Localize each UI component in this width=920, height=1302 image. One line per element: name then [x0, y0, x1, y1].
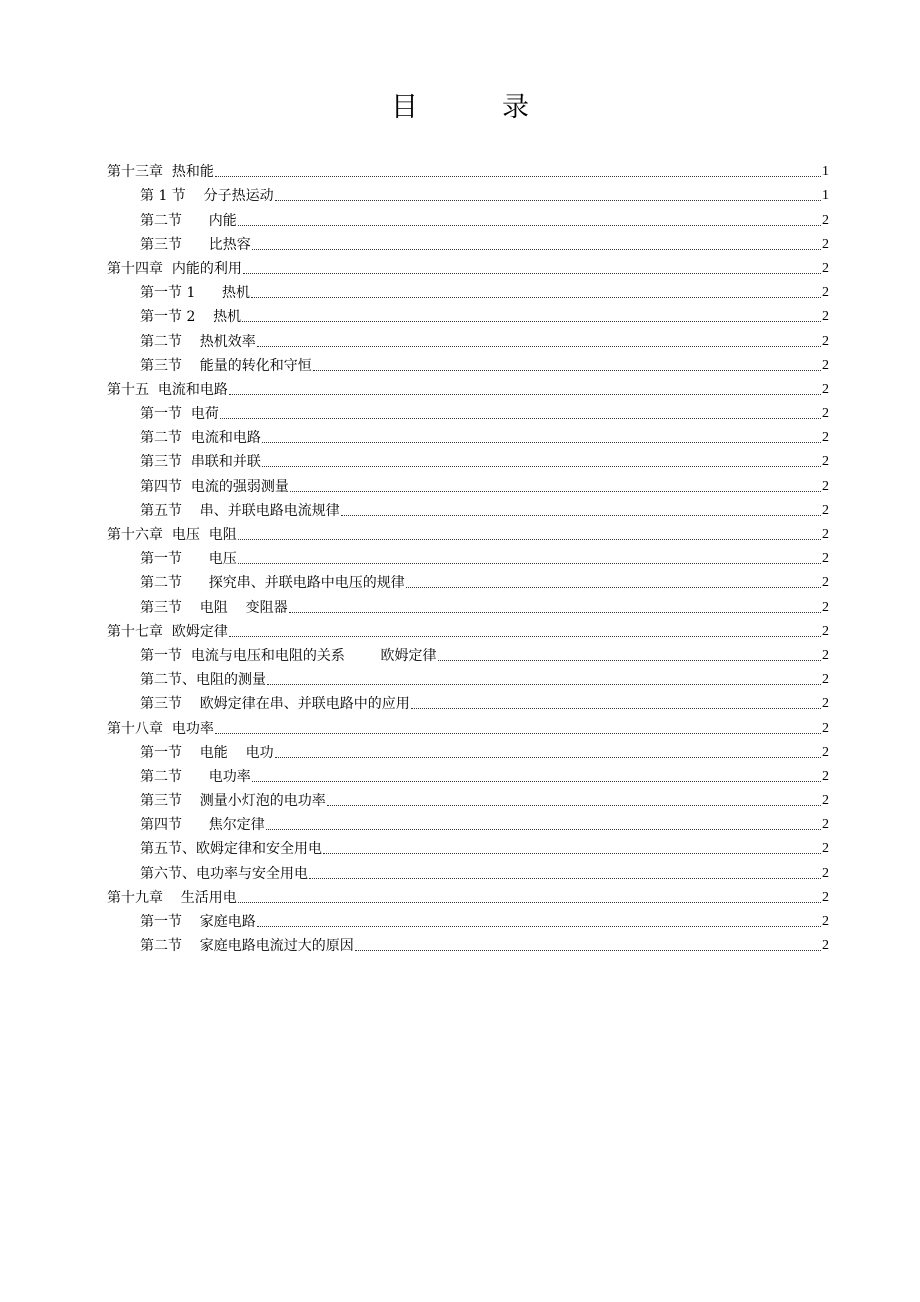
toc-entry-page-number: 1 — [822, 164, 829, 180]
toc-entry-label: 第五节 串、并联电路电流规律 — [140, 502, 340, 519]
toc-entry-page-number: 2 — [822, 260, 829, 276]
toc-entry-label: 第 1 节 分子热运动 — [140, 188, 274, 205]
toc-entry-label: 第一节 电压 — [140, 551, 237, 568]
toc-chapter-entry[interactable] — [107, 254, 829, 278]
toc-entry-page-number: 2 — [822, 623, 829, 639]
toc-entry-label: 第十四章 内能的利用 — [107, 260, 242, 277]
dot-leader — [327, 805, 821, 806]
toc-entry-page-number: 2 — [822, 381, 829, 397]
toc-section-entry[interactable] — [107, 762, 829, 786]
toc-entry-label: 第一节 电流与电压和电阻的关系 欧姆定律 — [140, 647, 437, 664]
toc-entry-label: 第一节 家庭电路 — [140, 914, 256, 930]
dot-leader — [262, 466, 821, 467]
toc-entry-label: 第五节、欧姆定律和安全用电 — [140, 841, 322, 858]
toc-entry-label: 第一节 2 热机 — [140, 309, 242, 326]
dot-leader — [252, 781, 821, 782]
toc-section-entry[interactable] — [107, 423, 829, 447]
toc-entry-label: 第四节 电流的强弱测量 — [140, 478, 289, 495]
dot-leader — [243, 273, 821, 274]
dot-leader — [220, 418, 821, 419]
toc-entry-label: 第一节 1 热机 — [140, 285, 251, 302]
toc-entry-label: 第十五 电流和电路 — [107, 381, 228, 398]
dot-leader — [313, 370, 821, 371]
toc-entry-page-number: 2 — [822, 357, 829, 373]
dot-leader — [262, 442, 821, 443]
toc-entry-page-number: 2 — [822, 333, 829, 349]
dot-leader — [229, 636, 821, 637]
toc-section-entry[interactable] — [107, 230, 829, 254]
toc-section-entry[interactable] — [107, 351, 829, 375]
toc-entry-page-number: 2 — [822, 575, 829, 591]
dot-leader — [323, 853, 821, 854]
toc-section-entry[interactable] — [107, 738, 829, 762]
toc-section-entry[interactable] — [107, 834, 829, 858]
toc-entry-page-number: 2 — [822, 236, 829, 252]
dot-leader — [215, 176, 821, 177]
toc-section-entry[interactable] — [107, 907, 829, 931]
toc-section-entry[interactable] — [107, 302, 829, 326]
toc-entry-page-number: 2 — [822, 865, 829, 881]
toc-entry-label: 第二节 家庭电路电流过大的原因 — [140, 938, 354, 955]
toc-entry-page-number: 2 — [822, 309, 829, 325]
toc-section-entry[interactable] — [107, 931, 829, 955]
toc-entry-page-number: 2 — [822, 768, 829, 784]
toc-entry-label: 第二节 电流和电路 — [140, 430, 261, 447]
dot-leader — [229, 394, 821, 395]
toc-entry-page-number: 2 — [822, 502, 829, 518]
dot-leader — [257, 346, 821, 347]
toc-entry-page-number: 2 — [822, 817, 829, 833]
toc-entry-page-number: 2 — [822, 938, 829, 954]
toc-chapter-entry[interactable] — [107, 157, 829, 181]
toc-entry-page-number: 1 — [822, 188, 829, 204]
toc-section-entry[interactable] — [107, 568, 829, 592]
dot-leader — [215, 733, 821, 734]
toc-entry-page-number: 2 — [822, 430, 829, 446]
toc-entry-label: 第十六章 电压 电阻 — [107, 527, 237, 543]
toc-chapter-entry[interactable] — [107, 883, 829, 907]
toc-section-entry[interactable] — [107, 205, 829, 229]
toc-section-entry[interactable] — [107, 496, 829, 520]
dot-leader — [238, 225, 821, 226]
dot-leader — [309, 878, 821, 879]
toc-chapter-entry[interactable] — [107, 617, 829, 641]
toc-section-entry[interactable] — [107, 181, 829, 205]
toc-section-entry[interactable] — [107, 326, 829, 350]
dot-leader — [406, 587, 821, 588]
toc-section-entry[interactable] — [107, 858, 829, 882]
toc-entry-page-number: 2 — [822, 478, 829, 494]
toc-entry-label: 第十九章 生活用电 — [107, 889, 237, 906]
toc-entry-label: 第二节、电阻的测量 — [140, 672, 266, 689]
toc-entry-label: 第二节 电功率 — [140, 768, 251, 785]
toc-section-entry[interactable] — [107, 399, 829, 423]
dot-leader — [238, 563, 821, 564]
toc-entry-page-number: 2 — [822, 720, 829, 736]
toc-entry-page-number: 2 — [822, 551, 829, 567]
dot-leader — [275, 200, 821, 201]
dot-leader — [238, 902, 821, 903]
toc-entry-label: 第三节 电阻 变阻器 — [140, 599, 288, 616]
toc-section-entry[interactable] — [107, 786, 829, 810]
toc-entry-label: 第六节、电功率与安全用电 — [140, 865, 308, 882]
toc-section-entry[interactable] — [107, 544, 829, 568]
toc-entry-page-number: 2 — [822, 285, 829, 301]
dot-leader — [289, 612, 821, 613]
toc-entry-label: 第三节 串联和并联 — [140, 454, 261, 471]
toc-section-entry[interactable] — [107, 665, 829, 689]
toc-section-entry[interactable] — [107, 471, 829, 495]
dot-leader — [252, 249, 821, 250]
toc-entry-label: 第三节 欧姆定律在串、并联电路中的应用 — [140, 696, 410, 713]
dot-leader — [257, 926, 821, 927]
toc-entry-page-number: 2 — [822, 527, 829, 542]
toc-chapter-entry[interactable] — [107, 375, 829, 399]
dot-leader — [438, 660, 821, 661]
dot-leader — [275, 757, 821, 758]
toc-section-entry[interactable] — [107, 447, 829, 471]
toc-chapter-entry[interactable] — [107, 520, 829, 544]
toc-entry-page-number: 2 — [822, 914, 829, 929]
toc-section-entry[interactable] — [107, 592, 829, 616]
dot-leader — [267, 684, 821, 685]
dot-leader — [411, 708, 821, 709]
toc-section-entry[interactable] — [107, 810, 829, 834]
toc-entry-label: 第二节 热机效率 — [140, 333, 256, 350]
toc-entry-page-number: 2 — [822, 672, 829, 688]
toc-entry-page-number: 2 — [822, 212, 829, 228]
toc-entry-page-number: 2 — [822, 744, 829, 760]
toc-section-entry[interactable] — [107, 689, 829, 713]
dot-leader — [355, 950, 821, 951]
toc-entry-page-number: 2 — [822, 406, 829, 422]
dot-leader — [251, 297, 821, 298]
dot-leader — [341, 515, 821, 516]
toc-entry-label: 第三节 测量小灯泡的电功率 — [140, 793, 326, 810]
toc-entry-label: 第四节 焦尔定律 — [140, 817, 265, 834]
toc-entry-page-number: 2 — [822, 647, 829, 663]
toc-entry-label: 第一节 电荷 — [140, 406, 219, 423]
toc-section-entry[interactable] — [107, 278, 829, 302]
toc-chapter-entry[interactable] — [107, 713, 829, 737]
toc-entry-page-number: 2 — [822, 599, 829, 615]
toc-entry-page-number: 2 — [822, 841, 829, 857]
toc-entry-page-number: 2 — [822, 889, 829, 905]
toc-entry-label: 第十三章 热和能 — [107, 164, 214, 181]
toc-entry-page-number: 2 — [822, 696, 829, 712]
toc-entry-label: 第十七章 欧姆定律 — [107, 623, 228, 640]
toc-entry-page-number: 2 — [822, 793, 829, 809]
toc-entry-label: 第十八章 电功率 — [107, 720, 214, 737]
toc-section-entry[interactable] — [107, 641, 829, 665]
toc-entry-label: 第二节 内能 — [140, 212, 237, 229]
page-title: 目录 — [391, 92, 613, 123]
toc-entry-label: 第一节 电能 电功 — [140, 744, 274, 761]
dot-leader — [266, 829, 821, 830]
toc-entry-label: 第三节 能量的转化和守恒 — [140, 357, 312, 374]
table-of-contents — [107, 157, 829, 955]
dot-leader — [242, 321, 821, 322]
toc-entry-label: 第二节 探究串、并联电路中电压的规律 — [140, 575, 405, 592]
toc-entry-page-number: 2 — [822, 454, 829, 470]
dot-leader — [290, 491, 821, 492]
toc-entry-label: 第三节 比热容 — [140, 236, 251, 253]
dot-leader — [238, 539, 821, 540]
